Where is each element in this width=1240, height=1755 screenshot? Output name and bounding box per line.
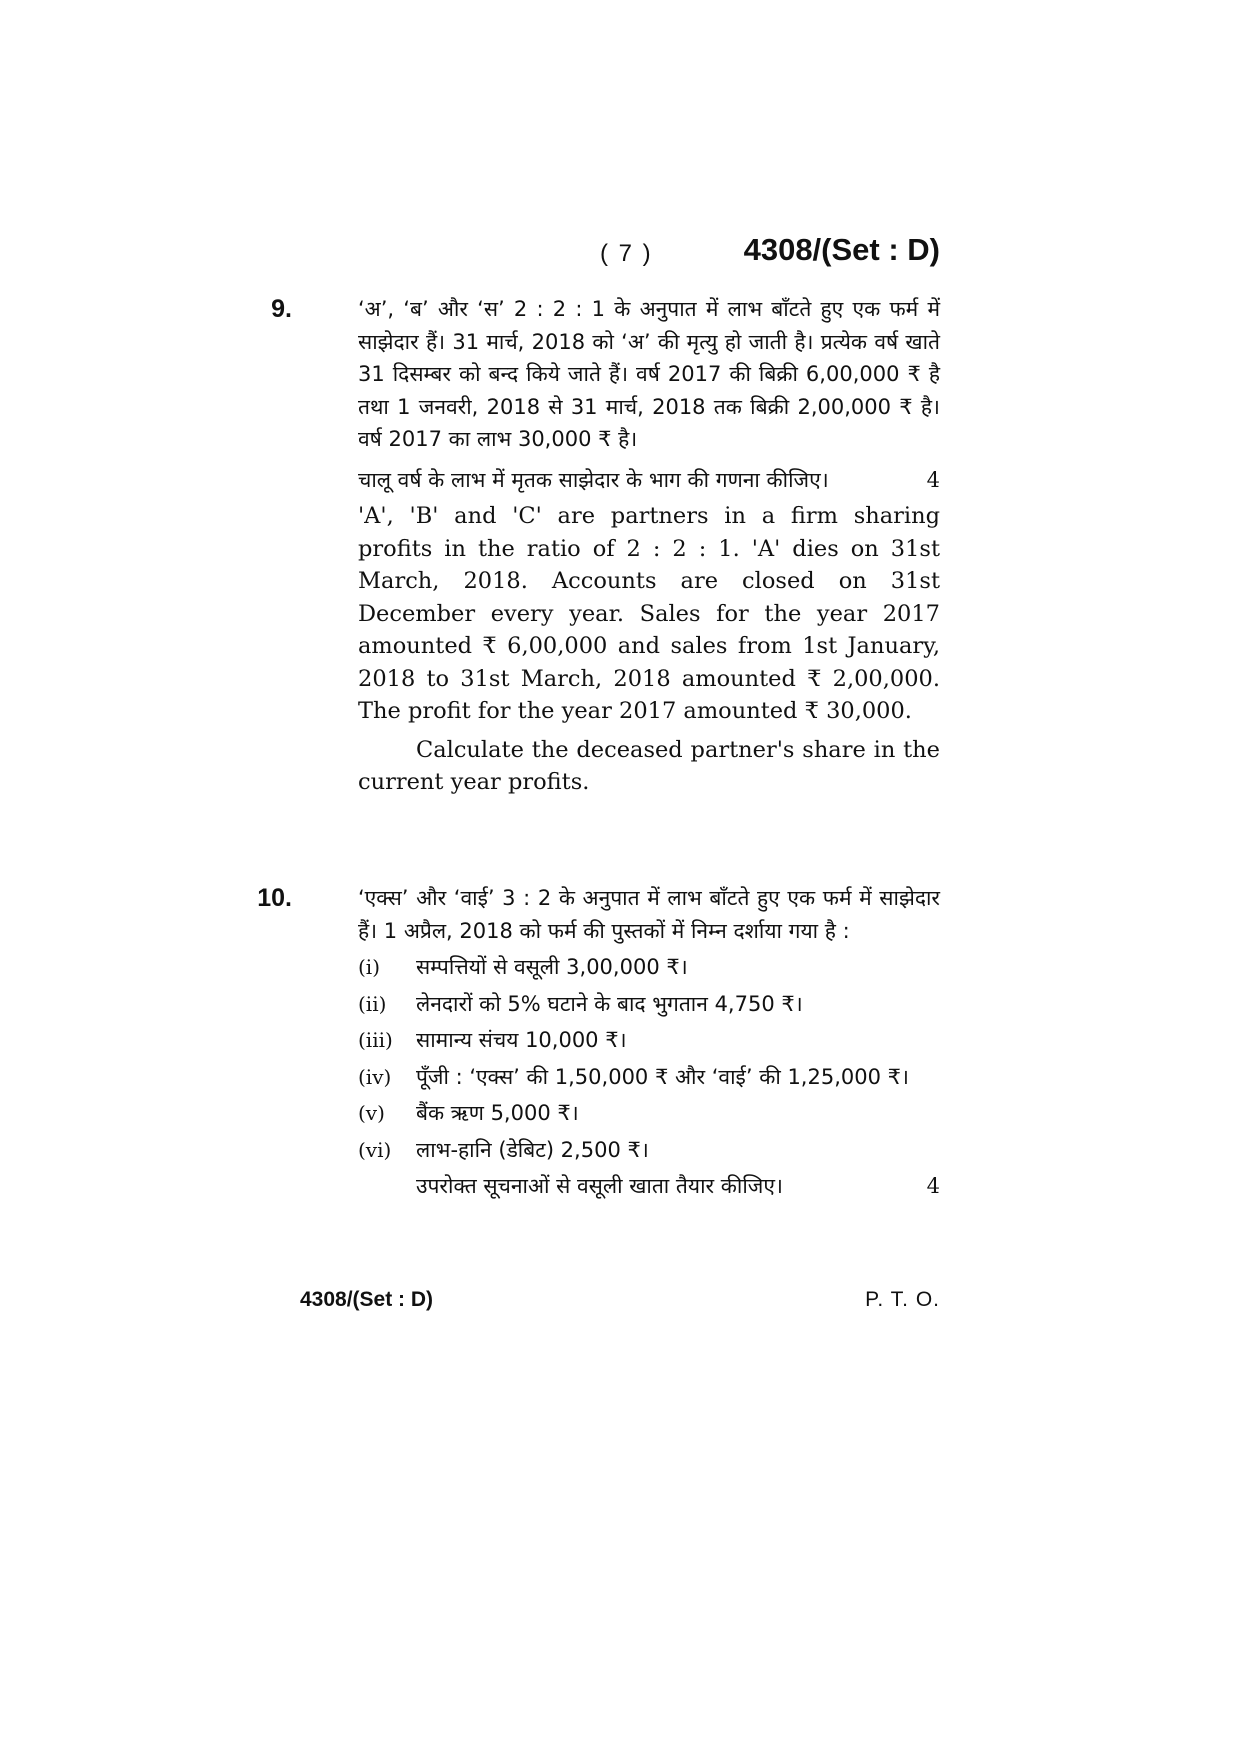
question-number: 10. xyxy=(257,884,292,912)
item-text: बैंक ऋण 5,000 ₹। xyxy=(416,1101,579,1125)
item-text: सामान्य संचय 10,000 ₹। xyxy=(416,1028,627,1052)
question-9 xyxy=(271,293,940,799)
question-body xyxy=(358,293,940,799)
question-english-instruction: Calculate the deceased partner's share in the current year profits. xyxy=(358,736,940,795)
item-numeral: (v) xyxy=(358,1101,385,1125)
please-turn-over: P. T. O. xyxy=(865,1288,940,1311)
question-hindi-text: ‘अ’, ‘ब’ और ‘स’ 2 : 2 : 1 के अनुपात में लाभ बाँटते हुए एक फर्म में साझेदार हैं। 31 मार्च, 2018 को ‘अ’ की मृत्यु हो जाती है। प्रत्येक वर्ष खाते 31 दिसम्बर को बन्द किये जाते हैं। वर्ष 2017 की बिक्री 6,00,000 ₹ है तथा 1 जनवरी, 2018 से 31 मार्च, 2018 तक बिक्री 2,00,000 ₹ है। वर्ष 2017 का लाभ 30,000 ₹ है। xyxy=(358,297,940,451)
list-item xyxy=(358,1134,940,1167)
item-text: पूँजी : ‘एक्स’ की 1,50,000 ₹ और ‘वाई’ की 1,25,000 ₹। xyxy=(416,1064,909,1089)
item-numeral: (iv) xyxy=(358,1064,392,1089)
marks: 4 xyxy=(926,1174,940,1198)
paper-code: 4308/(Set : D) xyxy=(743,232,940,267)
marks: 4 xyxy=(926,467,940,492)
page-number: ( 7 ) xyxy=(600,240,653,267)
item-text: लेनदारों को 5% घटाने के बाद भुगतान 4,750 ₹। xyxy=(416,991,803,1016)
question-10 xyxy=(257,882,940,1203)
list-item xyxy=(358,1097,940,1130)
list-item xyxy=(358,1061,940,1094)
list-item xyxy=(358,951,940,984)
item-numeral: (i) xyxy=(358,955,381,979)
question-instruction-row xyxy=(416,1170,940,1203)
page-footer xyxy=(300,1288,940,1318)
list-item xyxy=(358,988,940,1021)
page-header xyxy=(300,232,940,278)
given-information-list xyxy=(358,951,940,1166)
footer-paper-code: 4308/(Set : D) xyxy=(300,1288,434,1311)
item-numeral: (vi) xyxy=(358,1137,392,1162)
question-instruction: उपरोक्त सूचनाओं से वसूली खाता तैयार कीजिए। xyxy=(416,1174,783,1198)
list-item xyxy=(358,1024,940,1057)
question-hindi-instruction-row xyxy=(358,464,940,497)
item-text: सम्पत्तियों से वसूली 3,00,000 ₹। xyxy=(416,955,688,979)
item-text: लाभ-हानि (डेबिट) 2,500 ₹। xyxy=(416,1137,649,1162)
question-hindi-instruction: चालू वर्ष के लाभ में मृतक साझेदार के भाग की गणना कीजिए। xyxy=(358,467,829,492)
question-english-text: 'A', 'B' and 'C' are partners in a firm sharing profits in the ratio of 2 : 2 : 1. 'A' dies on 31st March, 2018. Accounts are closed on 31st December every year. Sales for the year 2017 amounted ₹ 6,00,000 and sales from 1st January, 2018 to 31st March, 2018 amounted ₹ 2,00,000. The profit for the year 2017 amounted ₹ 30,000. xyxy=(358,503,940,724)
question-number: 9. xyxy=(271,295,292,323)
item-numeral: (iii) xyxy=(358,1028,393,1052)
item-numeral: (ii) xyxy=(358,991,387,1016)
question-hindi-text: ‘एक्स’ और ‘वाई’ 3 : 2 के अनुपात में लाभ बाँटते हुए एक फर्म में साझेदार हैं। 1 अप्रैल, 2018 को फर्म की पुस्तकों में निम्न दर्शाया गया है : xyxy=(358,886,940,943)
question-body xyxy=(358,882,940,1203)
